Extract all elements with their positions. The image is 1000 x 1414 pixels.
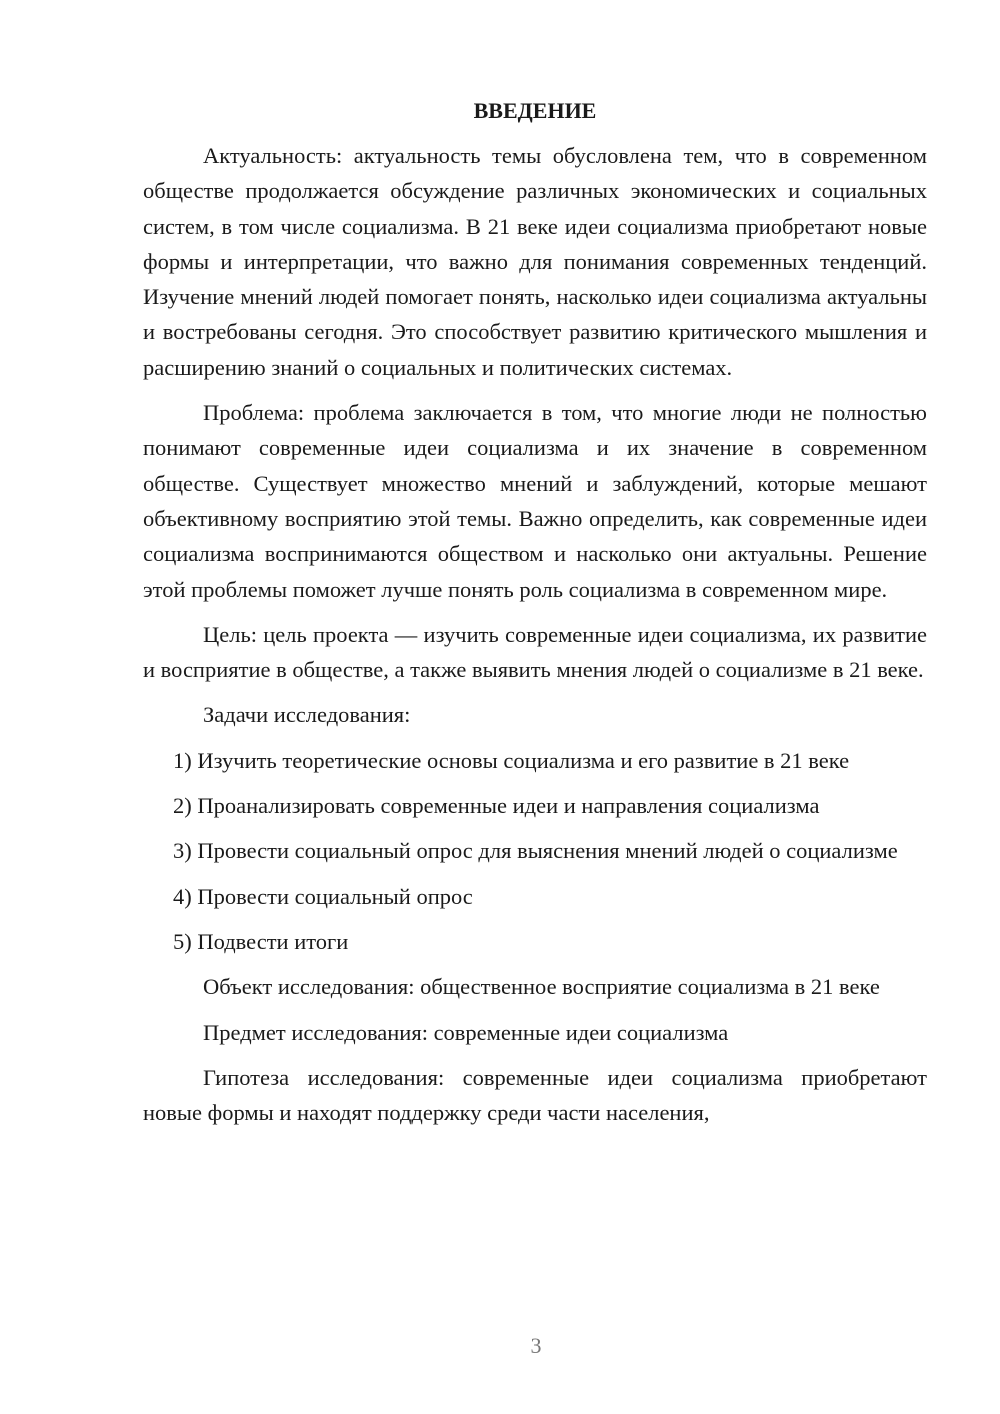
page-title: ВВЕДЕНИЕ — [473, 98, 597, 123]
task-item-1: 1) Изучить теоретические основы социализма и его развитие в 21 веке — [173, 747, 850, 773]
paragraph-hypothesis: Гипотеза исследования: современные идеи социализма приобретают новые формы и находят поддержку среди части населения, — [143, 1064, 927, 1126]
task-item-5: 5) Подвести итоги — [173, 928, 349, 954]
task-item-4: 4) Провести социальный опрос — [173, 883, 473, 909]
paragraph-object: Объект исследования: общественное восприятие социализма в 21 веке — [203, 974, 880, 1000]
page-content — [143, 94, 927, 1140]
paragraph-subject: Предмет исследования: современные идеи социализма — [203, 1019, 729, 1045]
page-number: 3 — [530, 1333, 542, 1358]
task-item-2: 2) Проанализировать современные идеи и направления социализма — [173, 793, 820, 819]
paragraph-goal: Цель: цель проекта — изучить современные идеи социализма, их развитие и восприятие в обществе, а также выявить мнения людей о социализме в 21 веке. — [143, 621, 927, 683]
paragraph-relevance: Актуальность: актуальность темы обусловлена тем, что в современном обществе продолжается обсуждение различных экономических и социальных систем, в том числе социализма. В 21 веке идеи социализма приобретают новые формы и интерпретации, что важно для понимания современных тенденций. Изучение мнений людей помогает понять, насколько идеи социализма актуальны и востребованы сегодня. Это способствует развитию критического мышления и расширению знаний о социальных и политических системах. — [143, 143, 927, 380]
paragraph-tasks-heading: Задачи исследования: — [203, 702, 411, 728]
task-item-3: 3) Провести социальный опрос для выяснения мнений людей о социализме — [173, 838, 898, 864]
paragraph-problem: Проблема: проблема заключается в том, что многие люди не полностью понимают современные идеи социализма и их значение в современном обществе. Существует множество мнений и заблуждений, которые мешают объективному восприятию этой темы. Важно определить, как современные идеи социализма воспринимаются обществом и насколько они актуальны. Решение этой проблемы поможет лучше понять роль социализма в современном мире. — [143, 400, 927, 602]
